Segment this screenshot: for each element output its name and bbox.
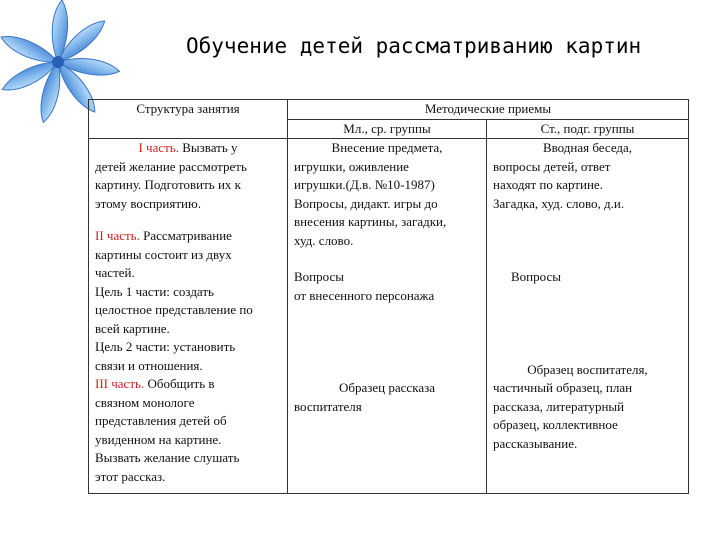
part2-line: целостное представление по xyxy=(95,302,253,317)
part3-label: III часть. xyxy=(95,376,145,391)
senior-line: находят по картине. xyxy=(493,177,603,192)
part1-line: картину. Подготовить их к xyxy=(95,177,241,192)
part1-intro: I часть. Вызвать у xyxy=(138,140,238,155)
part3-line: связном монологе xyxy=(95,394,195,410)
page-title: Обучение детей рассматриванию картин xyxy=(186,34,642,58)
header-structure: Структура занятия xyxy=(89,100,288,139)
part3-line: этот рассказ. xyxy=(95,468,166,484)
junior-line: Вопросы xyxy=(294,269,344,284)
part2-line: картины состоит из двух xyxy=(95,246,232,262)
junior-line: игрушки.(Д.в. №10-1987) xyxy=(294,177,435,192)
part2-intro: II часть. Рассматривание xyxy=(95,228,232,243)
part3-line: увиденном на картине. xyxy=(95,431,222,447)
junior-line: от внесенного персонажа xyxy=(294,287,435,303)
part2-label: II часть. xyxy=(95,228,140,243)
junior-line: Вопросы, дидакт. игры до xyxy=(294,195,438,211)
senior-line: Загадка, худ. слово, д.и. xyxy=(493,195,625,211)
junior-line: игрушки, оживление xyxy=(294,158,409,174)
part2-line: частей. xyxy=(95,265,135,280)
part2-line: связи и отношения. xyxy=(95,357,203,373)
junior-line: Внесение предмета, xyxy=(331,140,443,155)
part2-line: Цель 1 части: создать xyxy=(95,283,214,299)
junior-line: внесения картины, загадки, xyxy=(294,214,447,229)
junior-line: худ. слово. xyxy=(294,232,354,248)
part2-line: всей картине. xyxy=(95,320,170,336)
junior-line: воспитателя xyxy=(294,398,362,414)
senior-line: рассказывание. xyxy=(493,435,578,451)
header-senior-groups: Ст., подг. группы xyxy=(487,119,689,139)
table-row xyxy=(89,139,689,494)
senior-line: Образец воспитателя, xyxy=(527,361,648,377)
table-header-row xyxy=(89,100,689,120)
senior-line: образец, коллективное xyxy=(493,417,618,432)
part1-line: детей желание рассмотреть xyxy=(95,158,247,174)
senior-line: рассказа, литературный xyxy=(493,398,625,414)
senior-methods-cell xyxy=(487,139,689,494)
part2-line: Цель 2 части: установить xyxy=(95,339,236,354)
senior-line: вопросы детей, ответ xyxy=(493,158,611,174)
junior-line: Образец рассказа xyxy=(339,380,435,395)
structure-cell xyxy=(89,139,288,494)
part1-line: этому восприятию. xyxy=(95,195,201,211)
part3-line: Вызвать желание слушать xyxy=(95,450,240,465)
junior-methods-cell xyxy=(288,139,487,494)
part3-line: представления детей об xyxy=(95,413,227,428)
senior-line: частичный образец, план xyxy=(493,380,633,395)
senior-line: Вводная беседа, xyxy=(542,140,633,155)
header-junior-groups: Мл., ср. группы xyxy=(288,119,487,139)
senior-line: Вопросы xyxy=(511,269,561,284)
part1-label: I часть. xyxy=(138,140,179,155)
methods-table xyxy=(88,99,689,494)
part3-intro: III часть. Обобщить в xyxy=(95,376,215,391)
header-methods: Методические приемы xyxy=(288,100,689,120)
